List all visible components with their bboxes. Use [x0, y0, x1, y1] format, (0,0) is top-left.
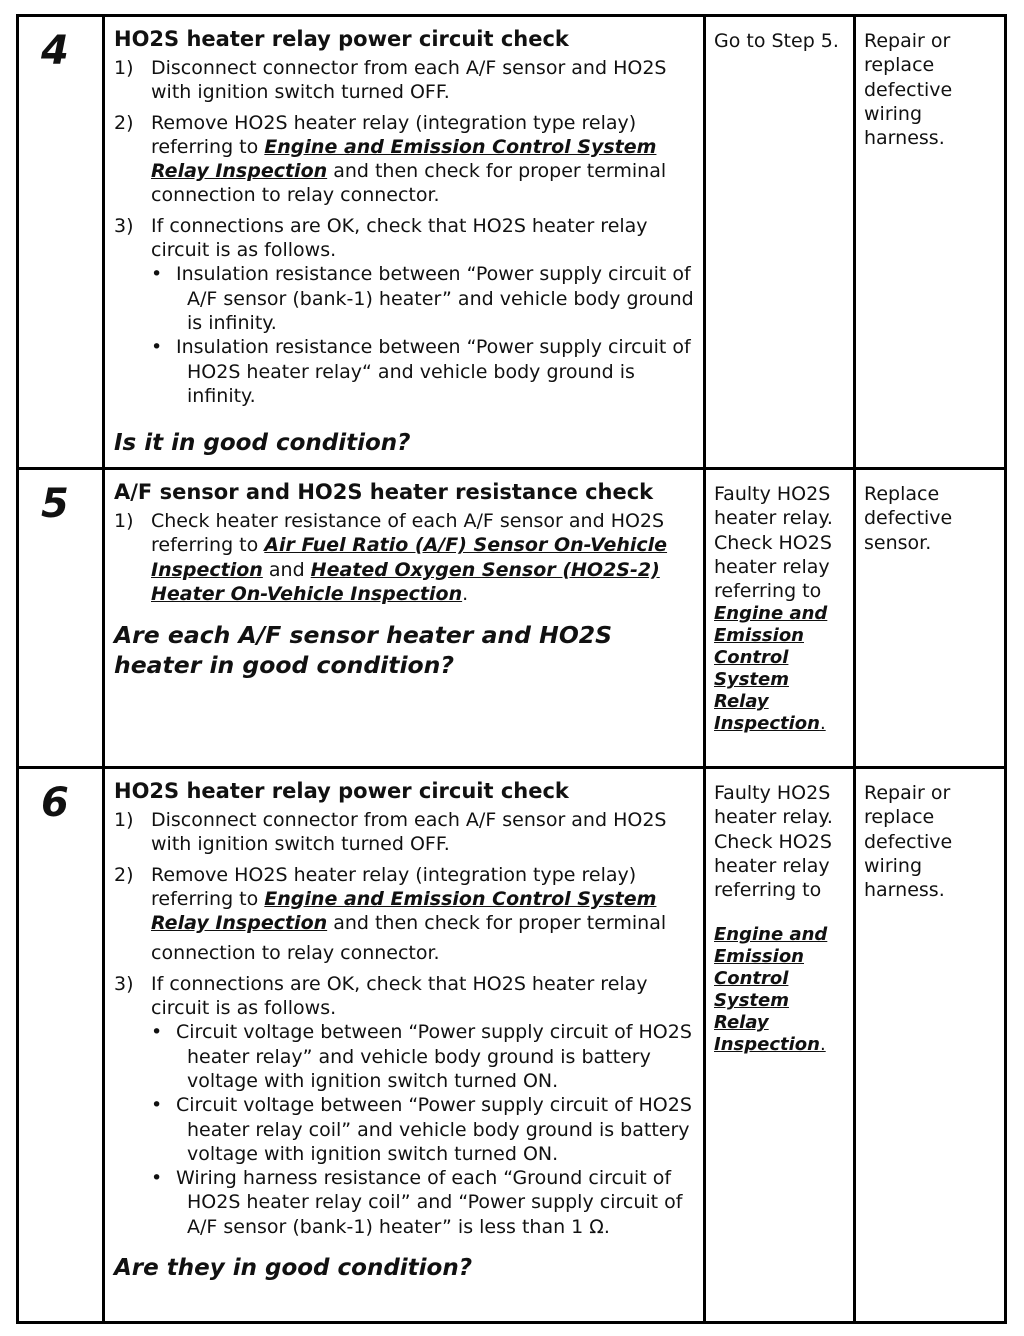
item-text: Remove HO2S heater relay (integration type relay) referring to — [151, 863, 637, 910]
bullet-item: • Circuit voltage between “Power supply circuit of HO2S heater relay” and vehicle body ground is battery voltage with ignition switch turned ON. — [151, 1020, 695, 1093]
bullet-item: • Insulation resistance between “Power supply circuit of HO2S heater relay“ and vehicle body ground is infinity. — [151, 335, 695, 408]
reference-link[interactable]: Engine and Emission Control System Relay Inspection. — [714, 924, 828, 1056]
no-result-cell: Repair or replace defective wiring harness. — [855, 768, 1006, 1323]
procedure-item — [114, 972, 695, 1239]
item-index: 2) — [114, 111, 134, 134]
procedure-list — [114, 56, 695, 408]
item-index: 1) — [114, 57, 134, 79]
item-text: If connections are OK, check that HO2S heater relay circuit is as follows. — [151, 214, 648, 262]
reference-link[interactable]: Engine and Emission Control System Relay Inspection — [151, 887, 657, 935]
step-number: 5 — [18, 469, 104, 768]
procedure-item — [114, 808, 695, 857]
step-question: Is it in good condition? — [114, 430, 411, 457]
yes-result-cell — [705, 469, 855, 768]
bullet-item: • Wiring harness resistance of each “Ground circuit of HO2S heater relay coil” and “Power supply circuit of A/F sensor (bank-1) heater” is less than 1 Ω. — [151, 1166, 695, 1239]
item-text: and then check for proper terminal — [327, 912, 667, 935]
action-cell — [104, 469, 705, 768]
action-cell — [104, 16, 705, 469]
yes-result-text: Faulty HO2S heater relay. Check HO2S heater relay referring to — [714, 483, 833, 603]
item-index: 1) — [114, 510, 134, 532]
item-text: Disconnect connector from each A/F sensor and HO2S with ignition switch turned OFF. — [151, 809, 667, 856]
item-index: 3) — [114, 214, 134, 237]
procedure-list — [114, 509, 695, 606]
procedure-item — [114, 509, 695, 606]
yes-result-cell: Go to Step 5. — [705, 16, 855, 469]
step-number: 6 — [18, 768, 104, 1323]
troubleshooting-table — [16, 14, 1007, 1324]
procedure-item — [114, 111, 695, 208]
step-heading: HO2S heater relay power circuit check — [114, 27, 569, 51]
item-index: 1) — [114, 809, 134, 831]
step-question: Are they in good condition? — [114, 1255, 473, 1282]
no-result-cell: Repair or replace defective wiring harness. — [855, 16, 1006, 469]
bullet-item: • Circuit voltage between “Power supply circuit of HO2S heater relay coil” and vehicle body ground is battery voltage with ignition switch turned ON. — [151, 1093, 695, 1166]
no-result-cell: Replace defective sensor. — [855, 469, 1006, 768]
item-text: . — [462, 582, 469, 605]
step-row-5 — [18, 469, 1006, 768]
reference-link[interactable]: Air Fuel Ratio (A/F) Sensor On-Vehicle Inspection — [151, 534, 668, 581]
item-index: 2) — [114, 863, 134, 886]
item-text: If connections are OK, check that HO2S heater relay circuit is as follows. — [151, 972, 648, 1020]
procedure-list — [114, 808, 695, 1239]
item-index: 3) — [114, 972, 134, 995]
reference-link[interactable]: Engine and Emission Control System Relay Inspection — [151, 135, 657, 183]
step-heading: HO2S heater relay power circuit check — [114, 779, 569, 803]
step-question: Are each A/F sensor heater and HO2S heater in good condition? — [114, 621, 613, 680]
yes-result-text: Faulty HO2S heater relay. Check HO2S heater relay referring to — [714, 782, 833, 902]
procedure-item — [114, 863, 695, 966]
item-text: Check heater resistance of each A/F sensor and HO2S referring to — [151, 510, 665, 557]
reference-link[interactable]: Heated Oxygen Sensor (HO2S-2) Heater On-Vehicle Inspection — [151, 558, 660, 605]
item-text: Disconnect connector from each A/F sensor and HO2S with ignition switch turned OFF. — [151, 57, 667, 104]
item-text: Remove HO2S heater relay (integration type relay) referring to — [151, 111, 637, 158]
reference-link[interactable]: Engine and Emission Control System Relay Inspection. — [714, 603, 828, 735]
procedure-item — [114, 214, 695, 408]
item-text: and — [262, 558, 311, 581]
step-number: 4 — [18, 16, 104, 469]
yes-result-text: . — [819, 1034, 826, 1056]
step-heading: A/F sensor and HO2S heater resistance check — [114, 480, 654, 504]
item-text: connection to relay connector. — [151, 942, 440, 965]
item-text: and then check for proper terminal connection to relay connector. — [151, 160, 667, 207]
step-row-6 — [18, 768, 1006, 1323]
check-bullets — [151, 262, 695, 408]
bullet-item: • Insulation resistance between “Power supply circuit of A/F sensor (bank-1) heater” and vehicle body ground is infinity. — [151, 262, 695, 335]
procedure-item — [114, 56, 695, 105]
spacer — [714, 902, 845, 924]
step-row-4 — [18, 16, 1006, 469]
check-bullets — [151, 1020, 695, 1239]
yes-result-text: . — [819, 713, 826, 735]
yes-result-cell — [705, 768, 855, 1323]
action-cell — [104, 768, 705, 1323]
